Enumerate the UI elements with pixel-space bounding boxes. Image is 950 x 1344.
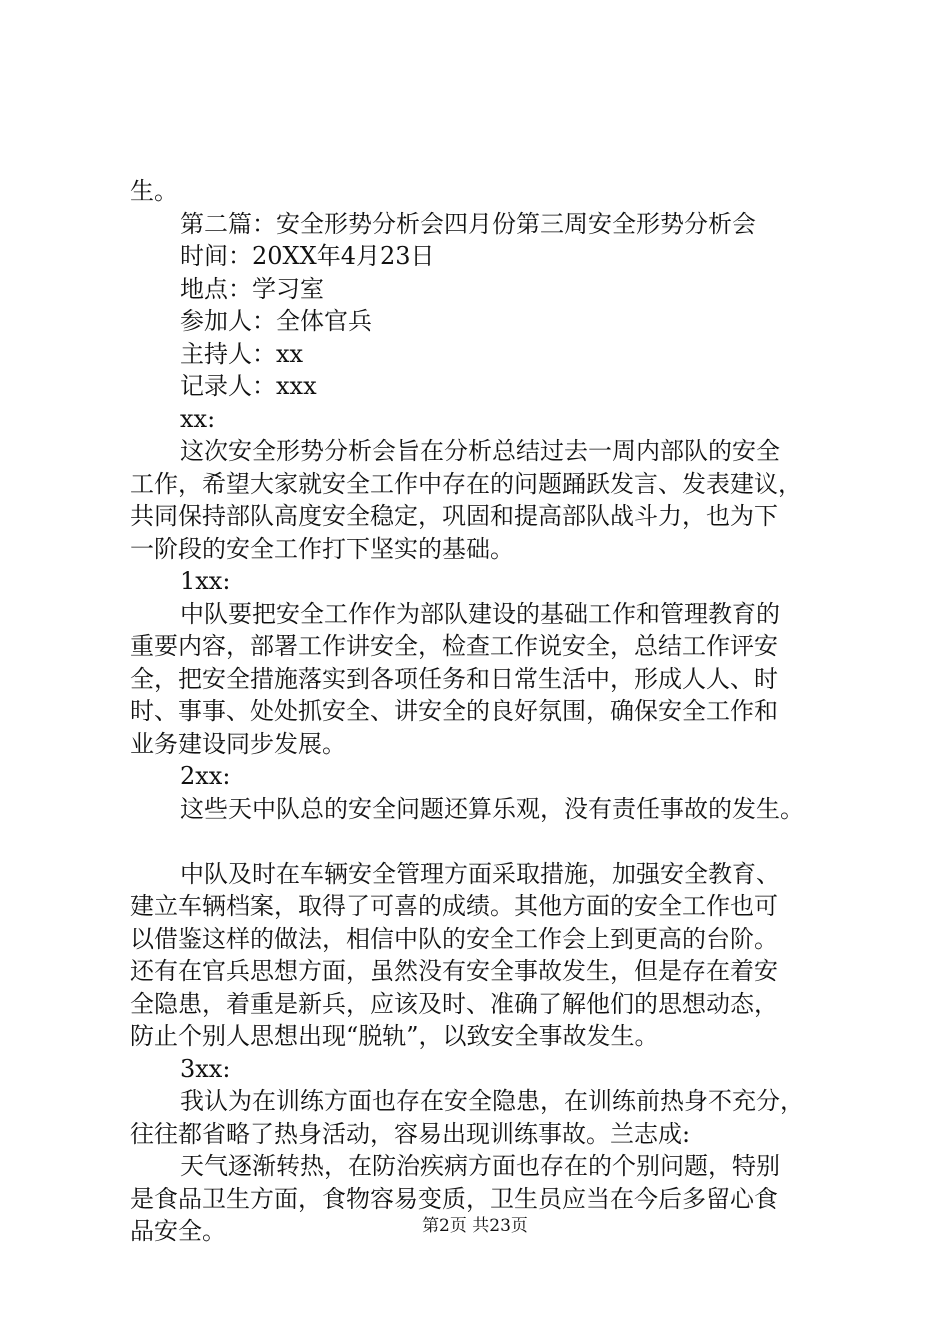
text-line: 时、事事、处处抓安全、讲安全的良好氛围，确保安全工作和: [130, 697, 778, 725]
text-line: 一阶段的安全工作打下坚实的基础。: [130, 534, 514, 563]
text-line: 我认为在训练方面也存在安全隐患，在训练前热身不充分，: [180, 1087, 804, 1115]
text-line: 全隐患，着重是新兵，应该及时、准确了解他们的思想动态，: [130, 989, 778, 1018]
text-line: 业务建设同步发展。: [130, 729, 346, 758]
text-line: 中队及时在车辆安全管理方面采取措施，加强安全教育、: [180, 859, 780, 888]
page-footer: 第2页 共23页: [422, 1216, 528, 1236]
text-line: 重要内容，部署工作讲安全，检查工作说安全，总结工作评安: [130, 632, 778, 660]
text-line: xx:: [180, 404, 216, 433]
text-line: 第二篇：安全形势分析会四月份第三周安全形势分析会: [180, 209, 756, 238]
text-line: 以借鉴这样的做法，相信中队的安全工作会上到更高的台阶。: [130, 924, 778, 953]
text-line: 2xx:: [180, 762, 231, 790]
text-line: 参加人：全体官兵: [180, 307, 372, 335]
text-line: 1xx:: [180, 567, 231, 595]
text-line: 时间：20XX年4月23日: [180, 242, 435, 270]
text-line: 中队要把安全工作作为部队建设的基础工作和管理教育的: [180, 599, 780, 628]
text-line: 是食品卫生方面，食物容易变质，卫生员应当在今后多留心食: [130, 1184, 778, 1213]
text-line: 这次安全形势分析会旨在分析总结过去一周内部队的安全: [180, 437, 780, 465]
text-line: 品安全。: [130, 1217, 226, 1245]
text-line: 主持人：xx: [180, 339, 304, 368]
text-line: 全，把安全措施落实到各项任务和日常生活中，形成人人、时: [130, 664, 778, 693]
text-line: 还有在官兵思想方面，虽然没有安全事故发生，但是存在着安: [130, 957, 778, 985]
text-line: 记录人：xxx: [180, 372, 317, 400]
blank-line: [130, 825, 835, 858]
text-line: 防止个别人思想出现“脱轨”，以致安全事故发生。: [130, 1022, 659, 1050]
text-line: 建立车辆档案，取得了可喜的成绩。其他方面的安全工作也可: [130, 892, 778, 920]
document-body: [130, 175, 835, 1248]
text-line: 天气逐渐转热，在防治疾病方面也存在的个别问题，特别: [180, 1152, 780, 1180]
text-line: 生。: [130, 177, 178, 205]
text-line: 这些天中队总的安全问题还算乐观，没有责任事故的发生。: [180, 794, 804, 823]
text-line: 地点：学习室: [180, 274, 324, 303]
text-line: 3xx:: [180, 1054, 231, 1083]
text-line: 共同保持部队高度安全稳定，巩固和提高部队战斗力，也为下: [130, 502, 778, 530]
text-line: 工作，希望大家就安全工作中存在的问题踊跃发言、发表建议，: [130, 469, 802, 498]
text-line: 往往都省略了热身活动，容易出现训练事故。兰志成:: [130, 1119, 691, 1148]
